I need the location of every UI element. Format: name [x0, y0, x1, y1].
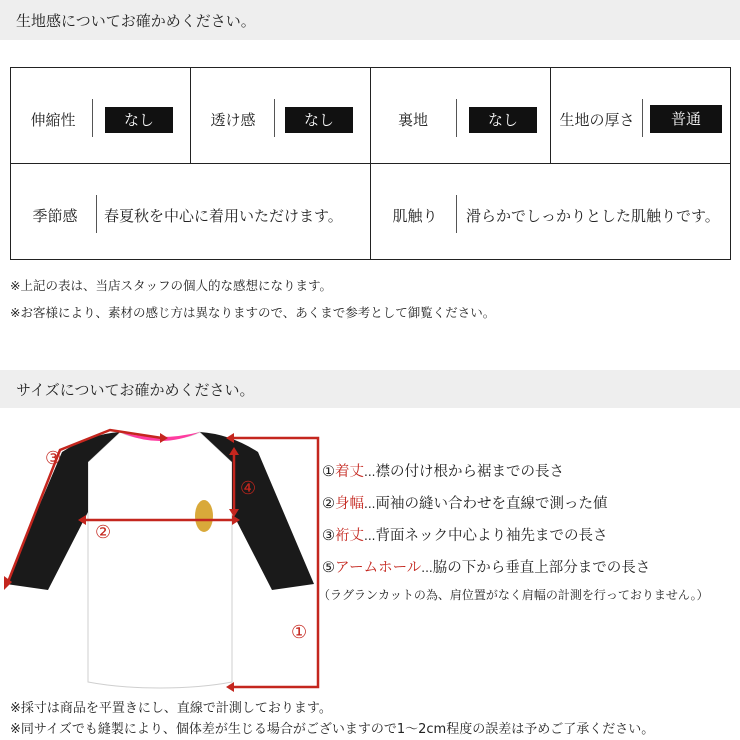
fabric-section-header: [0, 0, 740, 40]
size-section-header: [0, 370, 740, 408]
shirt-emblem-icon: [195, 500, 213, 532]
size-section-title: サイズについてお確かめください。: [16, 380, 255, 399]
sheer-label: 透け感: [210, 111, 256, 129]
measurement-item: ⑤アームホール...脇の下から垂直上部分までの長さ: [322, 560, 651, 576]
measurement-item: ③裄丈...背面ネック中心より袖先までの長さ: [322, 528, 608, 544]
shirt-body-shape: [88, 432, 232, 688]
measurement-item: ①着丈...襟の付け根から裾までの長さ: [322, 464, 564, 480]
size-note-1: ※採寸は商品を平置きにし、直線で計測しております。: [10, 701, 332, 716]
diagram-number-2: ②: [95, 522, 112, 543]
season-label: 季節感: [32, 207, 78, 225]
fabric-note-2: ※お客様により、素材の感じ方は異なりますので、あくまで参考として御覧ください。: [10, 305, 496, 320]
lining-label: 裏地: [397, 111, 428, 129]
season-value: 春夏秋を中心に着用いただけます。: [104, 207, 343, 225]
sheer-value-badge: なし: [285, 107, 353, 133]
texture-label: 肌触り: [392, 207, 438, 225]
stretch-value-badge: なし: [105, 107, 173, 133]
diagram-number-4: ④: [240, 478, 257, 499]
fabric-table: [10, 67, 731, 260]
diagram-number-3: ③: [45, 448, 62, 469]
lining-value-badge: なし: [469, 107, 537, 133]
diagram-number-1: ①: [291, 622, 308, 643]
measurement-item: ②身幅...両袖の縫い合わせを直線で測った値: [322, 496, 608, 512]
texture-value: 滑らかでしっかりとした肌触りです。: [466, 207, 720, 225]
fabric-section-title: 生地感についてお確かめください。: [16, 11, 256, 30]
stretch-label: 伸縮性: [30, 111, 76, 129]
thickness-value-badge: 普通: [650, 105, 722, 133]
raglan-note: （ラグランカットの為、肩位置がなく肩幅の計測を行っておりません。）: [318, 588, 709, 602]
size-note-2: ※同サイズでも縫製により、個体差が生じる場合がございますので1～2cm程度の誤差は予めご了承ください。: [10, 722, 655, 737]
fabric-note-1: ※上記の表は、当店スタッフの個人的な感想になります。: [10, 278, 332, 293]
thickness-label: 生地の厚さ: [559, 111, 635, 129]
